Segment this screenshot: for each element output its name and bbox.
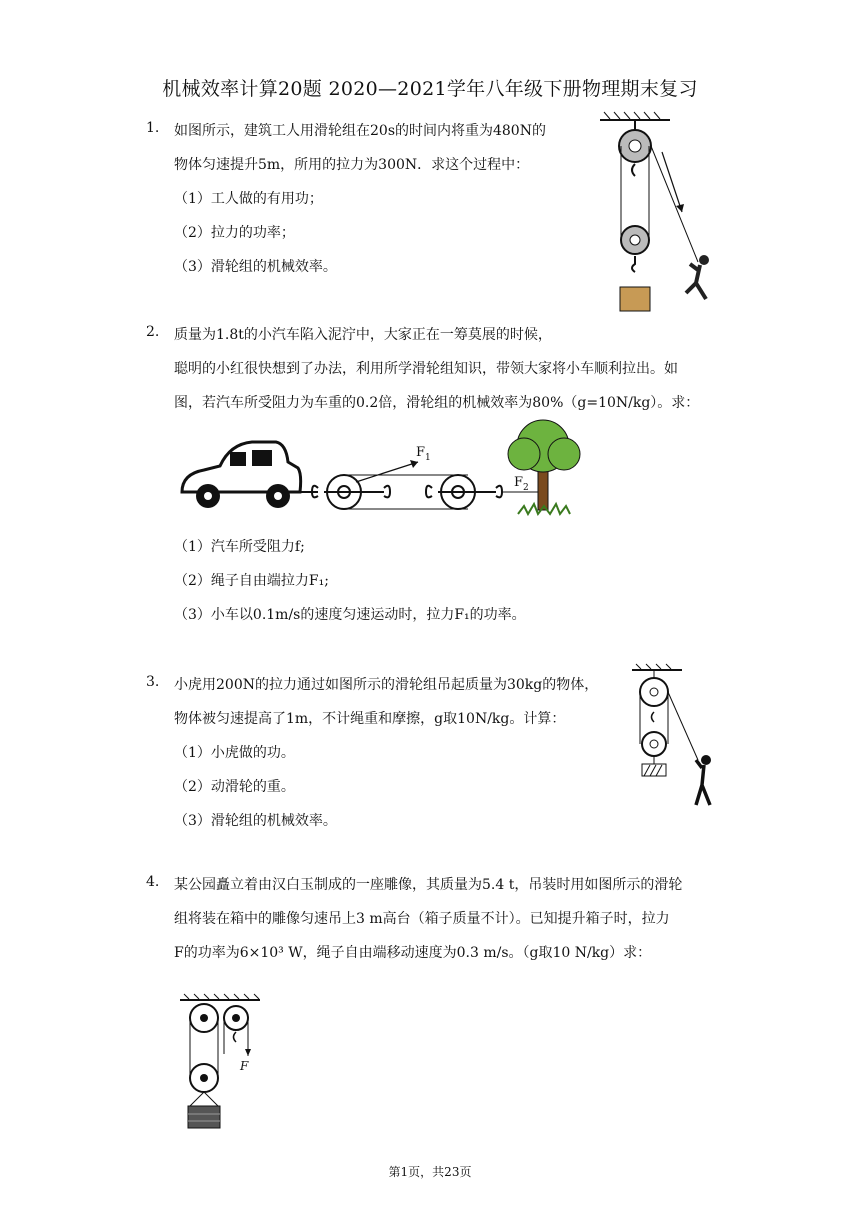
- problem-text-line: 小虎用200N的拉力通过如图所示的滑轮组吊起质量为30kg的物体，: [174, 677, 599, 693]
- question-item: （1）小虎做的功。: [174, 745, 295, 761]
- problem-text-line: 物体匀速提升5m，所用的拉力为300N．求这个过程中：: [174, 157, 530, 173]
- force-label-f: F: [240, 1059, 249, 1073]
- pulley-figure-3: [632, 664, 732, 814]
- question-item: （3）滑轮组的机械效率。: [174, 259, 337, 275]
- force-label-f2: $F_2$: [514, 475, 529, 493]
- problem-text-line: 物体被匀速提高了1m，不计绳重和摩擦，g取10N/kg。计算：: [174, 711, 566, 727]
- problem-number: 3.: [146, 674, 160, 690]
- problem-number: 2.: [146, 324, 160, 340]
- pulley-figure-4: [180, 994, 270, 1134]
- question-item: （1）汽车所受阻力f;: [174, 539, 305, 555]
- question-item: （1）工人做的有用功；: [174, 191, 323, 207]
- problem-text-line: 如图所示，建筑工人用滑轮组在20s的时间内将重为480N的: [174, 123, 546, 139]
- problem-text-line: 聪明的小红很快想到了办法，利用所学滑轮组知识，带领大家将小车顺利拉出。如: [174, 361, 678, 377]
- question-item: （2）动滑轮的重。: [174, 779, 295, 795]
- problem-text-line: 某公园矗立着由汉白玉制成的一座雕像，其质量为5.4 t，吊装时用如图所示的滑轮: [174, 877, 683, 893]
- question-item: （3）小车以0.1m/s的速度匀速运动时，拉力F₁的功率。: [174, 607, 526, 623]
- car-pulley-figure: [178, 420, 588, 520]
- page-title: 机械效率计算20题 2020—2021学年八年级下册物理期末复习: [162, 78, 698, 100]
- problem-text-line: 质量为1.8t的小汽车陷入泥泞中，大家正在一筹莫展的时候，: [174, 327, 552, 343]
- problem-number: 4.: [146, 874, 160, 890]
- problem-text-line: 组将装在箱中的雕像匀速吊上3 m高台（箱子质量不计）。已知提升箱子时，拉力: [174, 911, 670, 927]
- question-item: （2）拉力的功率；: [174, 225, 295, 241]
- page-footer: 第1页，共23页: [388, 1165, 472, 1179]
- problem-number: 1.: [146, 120, 160, 136]
- force-label-f1: $F_1$: [416, 445, 431, 463]
- pulley-figure-1: [600, 112, 720, 312]
- problem-text-line: F的功率为6×10³ W，绳子自由端移动速度为0.3 m/s。（g取10 N/kg）求：: [174, 945, 652, 961]
- question-item: （3）滑轮组的机械效率。: [174, 813, 337, 829]
- problem-text-line: 图，若汽车所受阻力为车重的0.2倍，滑轮组的机械效率为80%（g=10N/kg）。求：: [174, 395, 700, 411]
- question-item: （2）绳子自由端拉力F₁;: [174, 573, 329, 589]
